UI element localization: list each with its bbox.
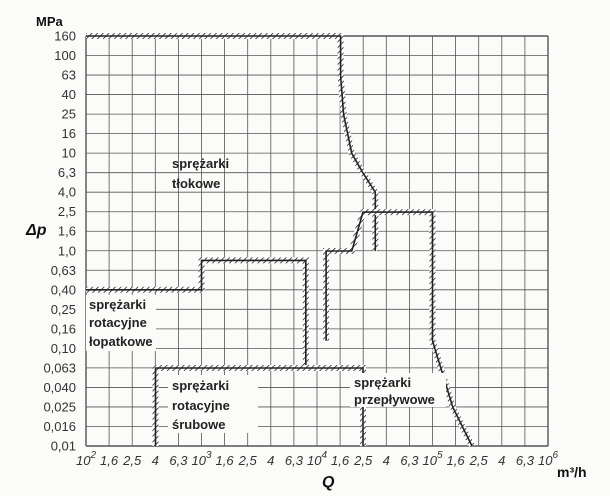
y-tick-label: 0,63 — [50, 262, 76, 278]
y-tick-label: 4,0 — [57, 184, 76, 200]
x-tick-label: 2,5 — [123, 453, 142, 468]
y-tick-label: 6,3 — [57, 165, 76, 181]
region-hatch-tlokowe — [86, 36, 375, 251]
x-tick-label: 1,6 — [331, 453, 350, 468]
y-tick-label: 0,025 — [43, 399, 76, 415]
label-srubowe-2: rotacyjne — [172, 398, 230, 413]
x-tick-labels — [76, 450, 558, 468]
y-tick-label: 0,16 — [50, 321, 76, 337]
label-przeplywowe-2: przepływowe — [354, 392, 435, 407]
x-tick-label: 2,5 — [354, 453, 373, 468]
y-tick-label: 63 — [61, 67, 76, 83]
y-tick-label: 160 — [54, 28, 76, 44]
label-lopatkowe-3: łopatkowe — [89, 334, 153, 349]
x-tick-label: $10^3$ — [191, 450, 212, 468]
x-tick-label: $10^5$ — [422, 450, 443, 468]
region-boundary-tlokowe — [86, 36, 375, 251]
y-tick-label: 100 — [54, 48, 76, 64]
x-tick-label: $10^2$ — [75, 450, 97, 468]
x-tick-label: 2,5 — [238, 453, 257, 468]
y-tick-label: 0,016 — [43, 418, 76, 434]
x-tick-label: 1,6 — [446, 453, 465, 468]
y-tick-label: 0,040 — [43, 379, 76, 395]
y-tick-label: 16 — [61, 126, 76, 142]
label-lopatkowe-1: sprężarki — [89, 297, 147, 312]
y-axis-label: Δp — [26, 222, 47, 239]
y-unit-label: MPa — [36, 14, 63, 29]
x-tick-label: 4 — [151, 453, 159, 468]
x-tick-label: $10^6$ — [537, 450, 559, 468]
y-tick-label: 0,10 — [50, 340, 76, 356]
y-tick-label: 1,6 — [57, 223, 76, 239]
y-tick-label: 25 — [61, 106, 76, 122]
x-tick-label: 6,3 — [169, 453, 188, 468]
x-tick-label: 1,6 — [215, 453, 234, 468]
x-tick-label: 2,5 — [469, 453, 488, 468]
x-tick-label: 1,6 — [100, 453, 119, 468]
y-tick-label: 0,25 — [50, 301, 76, 317]
y-tick-label: 0,40 — [50, 282, 76, 298]
x-tick-label: 6,3 — [515, 453, 534, 468]
x-tick-label: $10^4$ — [306, 450, 328, 468]
x-axis-label: Q — [322, 474, 335, 491]
label-srubowe-1: sprężarki — [172, 378, 230, 393]
x-tick-label: 4 — [267, 453, 275, 468]
x-tick-label: 6,3 — [400, 453, 419, 468]
y-tick-label: 0,063 — [43, 360, 76, 376]
y-tick-label: 40 — [61, 87, 76, 103]
x-tick-label: 4 — [382, 453, 390, 468]
y-tick-label: 0,01 — [50, 438, 76, 454]
label-tlokowe-1: sprężarki — [172, 156, 230, 171]
label-przeplywowe-1: sprężarki — [354, 375, 412, 390]
y-tick-label: 2,5 — [57, 204, 76, 220]
y-tick-label: 1,0 — [57, 243, 76, 259]
label-lopatkowe-2: rotacyjne — [89, 315, 147, 330]
y-tick-label: 10 — [61, 145, 76, 161]
label-srubowe-3: śrubowe — [172, 417, 226, 432]
x-tick-label: 6,3 — [284, 453, 303, 468]
x-tick-label: 4 — [498, 453, 506, 468]
y-tick-labels — [43, 29, 76, 454]
label-tlokowe-2: tłokowe — [172, 176, 221, 191]
x-unit-label: m³/h — [557, 464, 587, 480]
